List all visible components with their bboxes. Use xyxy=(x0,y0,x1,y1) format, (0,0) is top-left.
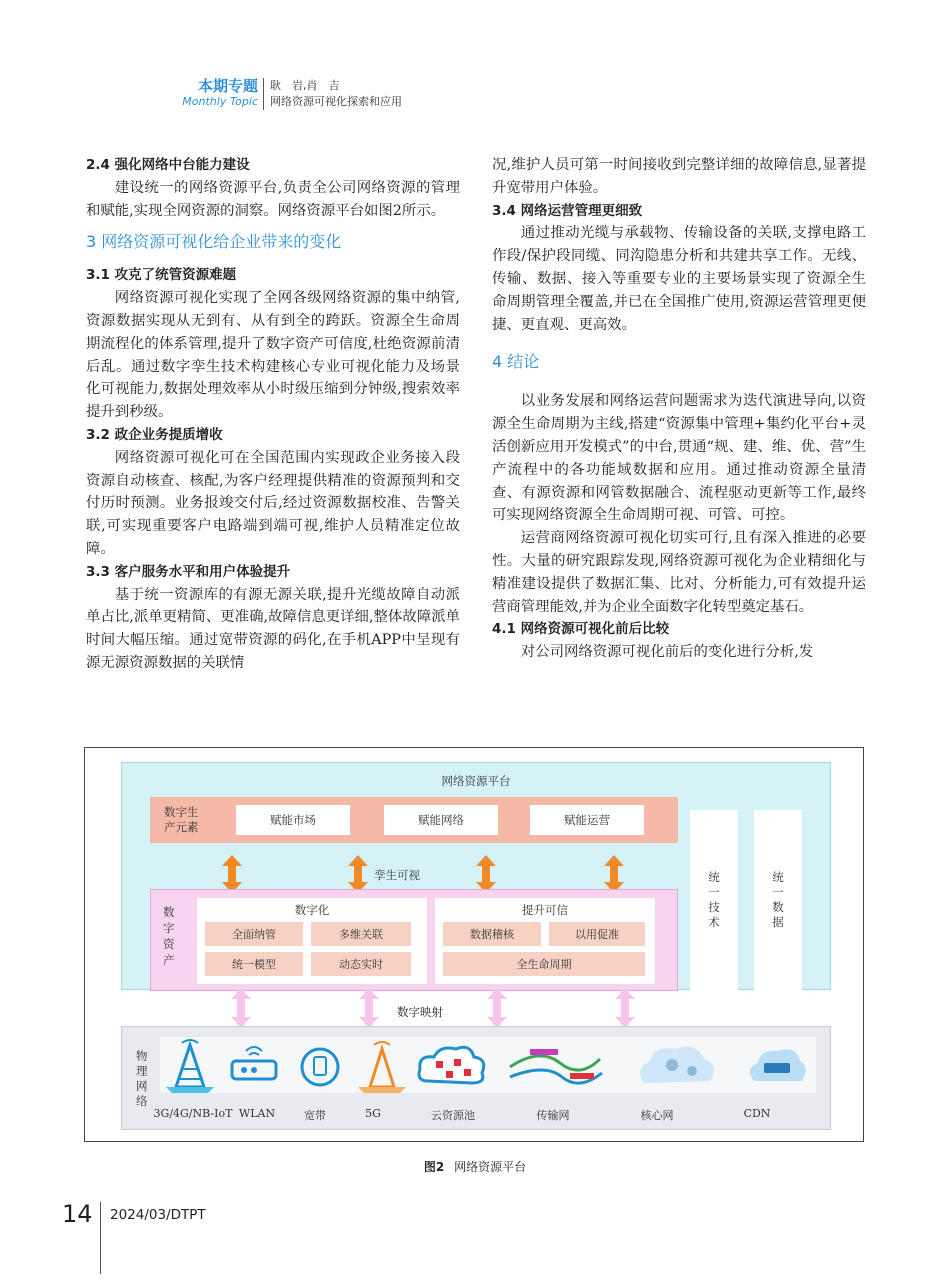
enable-ops: 赋能运营 xyxy=(530,805,644,835)
figure-network-resource-platform xyxy=(84,747,864,1142)
para-4-1: 对公司网络资源可视化前后的变化进行分析,发 xyxy=(520,644,814,661)
heading-3: 3 网络资源可视化给企业带来的变化 xyxy=(86,232,342,252)
unified-tech xyxy=(690,810,738,990)
platform-box xyxy=(121,762,831,990)
figure-caption xyxy=(0,1158,950,1175)
digital-asset-row xyxy=(150,889,678,991)
issue-label: 2024/03/DTPT xyxy=(110,1207,206,1223)
heading-4-1: 4.1 网络资源可视化前后比较 xyxy=(492,621,670,638)
net-label-transport: 传输网 xyxy=(536,1109,570,1122)
para-4-b: 运营商网络资源可视化切实可行,且有深入推进的必要性。大量的研究跟踪发现,网络资源可视化为企业精细化与精准建设提供了数据汇集、比对、分析能力,可有效提升运营商管理能效,并为企业全面数字化转型奠定基石。 xyxy=(492,530,866,615)
net-label-mobile: 3G/4G/NB-IoT xyxy=(153,1107,233,1120)
authors: 耿 岩,肖 吉 xyxy=(270,79,340,92)
enable-network: 赋能网络 xyxy=(384,805,498,835)
chip-model: 统一模型 xyxy=(205,952,303,976)
cloud-pool-icon xyxy=(414,1037,490,1093)
net-label-broadband: 宽带 xyxy=(304,1109,326,1122)
topic-cn: 本期专题 xyxy=(197,77,258,95)
transport-network-icon xyxy=(500,1037,610,1093)
net-label-cloud: 云资源池 xyxy=(431,1109,475,1122)
para-3-3: 基于统一资源库的有源无源关联,提升光缆故障自动派单占比,派单更精简、更准确,故障信息更详细,整体故障派单时间大幅压缩。通过宽带资源的码化,在手机APP中呈现有源无源资源数据的关联情 xyxy=(86,586,460,671)
figure-title: 网络资源平台 xyxy=(454,1160,527,1174)
page-number: 14 xyxy=(62,1200,93,1228)
digitize-title: 数字化 xyxy=(294,903,330,917)
twin-label: 孪生可视 xyxy=(374,868,420,882)
heading-3-2: 3.2 政企业务提质增收 xyxy=(86,426,223,443)
para-3-1: 网络资源可视化实现了全网各级网络资源的集中纳管,资源数据实现从无到有、从有到全的跨跃。资源全生命周期流程化的体系管理,提升了数字资产可信度,杜绝资源前清后乱。通过数字孪生技术构建核心专业可视化能力及场景化可视能力,数据处理效率从小时级压缩到分钟级,搜索效率提升到秒级。 xyxy=(86,290,460,421)
chip-audit: 数据稽核 xyxy=(443,922,541,946)
left-column xyxy=(86,154,460,675)
para-3-2: 网络资源可视化可在全国范围内实现政企业务接入段资源自动核查、核配,为客户经理提供精准的资源预判和交付历时预测。业务报竣交付后,经过资源数据校准、告警关联,可实现重要客户电路端到端可视,维护人员精准定位故障。 xyxy=(86,449,460,557)
unified-tech-text: 统一技术 xyxy=(708,870,720,929)
physical-network-box xyxy=(121,1026,831,1130)
net-label-cdn: CDN xyxy=(743,1107,771,1120)
asset-label: 数字资产 xyxy=(163,905,175,967)
net-label-wlan: WLAN xyxy=(238,1107,276,1120)
right-column xyxy=(492,154,866,664)
wlan-router-icon xyxy=(224,1037,284,1093)
unified-data-text: 统一数据 xyxy=(772,870,784,929)
chip-life: 全生命周期 xyxy=(443,952,645,976)
digitize-card xyxy=(197,898,427,984)
footer-divider xyxy=(100,1202,101,1274)
para-2-4: 建设统一的网络资源平台,负责全公司网络资源的管理和赋能,实现全网资源的洞察。网络资源平台如图2所示。 xyxy=(86,179,460,219)
para-3-3-cont: 况,维护人员可第一时间接收到完整详细的故障信息,显著提升宽带用户体验。 xyxy=(492,157,866,196)
core-network-icon xyxy=(632,1037,722,1093)
column-tag xyxy=(178,77,258,109)
para-4-a: 以业务发展和网络运营问题需求为迭代演进导向,以资源全生命周期为主线,搭建“资源集中管理+集约化平台+灵活创新应用开发模式”的中台,贯通“规、建、维、优、营”生产流程中的各功能域数据和应用。通过推动资源全量清查、有源资源和网管数据融合、流程驱动更新等工作,最终可实现网络资源全生命周期可视、可管、可控。 xyxy=(492,393,866,524)
cell-tower-icon xyxy=(160,1037,220,1093)
cdn-icon xyxy=(744,1037,810,1093)
platform-title: 网络资源平台 xyxy=(441,774,511,788)
heading-4: 4 结论 xyxy=(492,352,540,372)
unified-data xyxy=(754,810,802,990)
physical-label: 物理网络 xyxy=(136,1049,148,1108)
heading-2-4: 2.4 强化网络中台能力建设 xyxy=(86,157,250,173)
chip-all: 全面纳管 xyxy=(205,922,303,946)
figure-number: 图2 xyxy=(423,1160,445,1174)
heading-3-1: 3.1 攻克了统管资源难题 xyxy=(86,267,237,284)
header-divider xyxy=(263,78,264,110)
heading-3-4: 3.4 网络运营管理更细致 xyxy=(492,202,643,219)
running-head xyxy=(270,78,402,110)
net-label-5g: 5G xyxy=(365,1107,381,1120)
article-title: 网络资源可视化探索和应用 xyxy=(270,95,402,108)
digital-element-row xyxy=(150,797,678,843)
chip-use: 以用促准 xyxy=(549,922,645,946)
net-label-core: 核心网 xyxy=(640,1109,674,1122)
topic-en: Monthly Topic xyxy=(182,95,258,108)
trust-card xyxy=(435,898,655,984)
mapping-label: 数字映射 xyxy=(397,1005,443,1019)
heading-3-3: 3.3 客户服务水平和用户体验提升 xyxy=(86,563,291,580)
element-label: 数字生产元素 xyxy=(164,805,199,834)
chip-dynamic: 动态实时 xyxy=(311,952,411,976)
para-3-4: 通过推动光缆与承载物、传输设备的关联,支撑电路工作段/保护段同缆、同沟隐患分析和共建共享工作。无线、传输、数据、接入等重要专业的主要场景实现了资源全生命周期管理全覆盖,并已在全国推广使用,资源运营管理更便捷、更直观、更高效。 xyxy=(492,225,866,333)
chip-multi: 多维关联 xyxy=(311,922,411,946)
enable-market: 赋能市场 xyxy=(236,805,350,835)
5g-tower-icon xyxy=(352,1037,412,1093)
trust-title: 提升可信 xyxy=(522,903,568,917)
broadband-icon xyxy=(290,1037,350,1093)
network-icon-strip xyxy=(160,1037,816,1093)
